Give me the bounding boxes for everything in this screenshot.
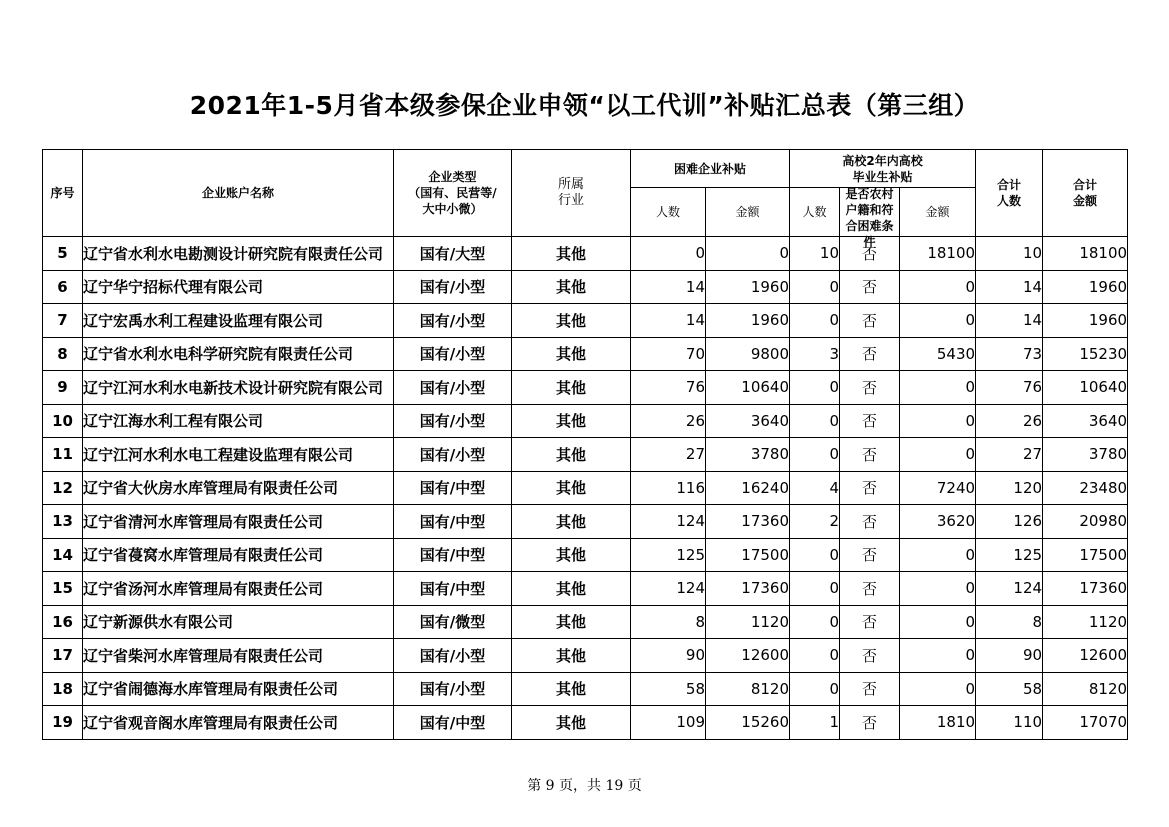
cell-company-type: 国有/小型 (394, 270, 512, 304)
cell-graduate-people: 10 (790, 237, 840, 271)
cell-total-people: 26 (976, 404, 1043, 438)
cell-graduate-people: 3 (790, 337, 840, 371)
cell-total-amount: 1960 (1043, 270, 1128, 304)
cell-industry: 其他 (512, 304, 631, 338)
cell-graduate-amount: 0 (900, 270, 976, 304)
table-row (43, 404, 1128, 438)
cell-company-name: 辽宁省汤河水库管理局有限责任公司 (83, 572, 394, 606)
cell-hardship-people: 14 (631, 304, 706, 338)
cell-index: 19 (43, 706, 83, 740)
col-header-graduate-amount: 金额 (900, 188, 976, 237)
cell-company-name: 辽宁省观音阁水库管理局有限责任公司 (83, 706, 394, 740)
cell-total-people: 125 (976, 538, 1043, 572)
cell-graduate-people: 0 (790, 572, 840, 606)
cell-total-people: 14 (976, 304, 1043, 338)
cell-index: 17 (43, 639, 83, 673)
cell-industry: 其他 (512, 605, 631, 639)
subsidy-summary-table (42, 149, 1128, 740)
cell-industry: 其他 (512, 404, 631, 438)
cell-index: 10 (43, 404, 83, 438)
cell-graduate-eligibility: 否 (840, 639, 900, 673)
cell-index: 14 (43, 538, 83, 572)
cell-company-name: 辽宁省大伙房水库管理局有限责任公司 (83, 471, 394, 505)
cell-index: 9 (43, 371, 83, 405)
cell-hardship-amount: 1960 (706, 270, 790, 304)
cell-total-people: 76 (976, 371, 1043, 405)
cell-company-name: 辽宁宏禹水利工程建设监理有限公司 (83, 304, 394, 338)
cell-index: 16 (43, 605, 83, 639)
col-header-total-amount (1043, 150, 1128, 237)
cell-company-name: 辽宁省清河水库管理局有限责任公司 (83, 505, 394, 539)
cell-hardship-amount: 17500 (706, 538, 790, 572)
cell-graduate-people: 0 (790, 605, 840, 639)
cell-company-type: 国有/中型 (394, 538, 512, 572)
cell-industry: 其他 (512, 438, 631, 472)
cell-total-amount: 17360 (1043, 572, 1128, 606)
cell-hardship-amount: 10640 (706, 371, 790, 405)
cell-hardship-people: 70 (631, 337, 706, 371)
table-row (43, 471, 1128, 505)
graduate-label-line2: 毕业生补贴 (852, 169, 913, 184)
cell-hardship-people: 58 (631, 672, 706, 706)
cell-graduate-eligibility: 否 (840, 404, 900, 438)
cell-hardship-people: 124 (631, 505, 706, 539)
cell-industry: 其他 (512, 538, 631, 572)
cell-graduate-eligibility: 否 (840, 706, 900, 740)
col-header-graduate-eligibility (840, 186, 900, 249)
cell-hardship-people: 26 (631, 404, 706, 438)
cell-graduate-eligibility: 否 (840, 605, 900, 639)
cell-company-name: 辽宁江河水利水电新技术设计研究院有限公司 (83, 371, 394, 405)
table-row (43, 438, 1128, 472)
cell-hardship-people: 124 (631, 572, 706, 606)
cell-hardship-amount: 3640 (706, 404, 790, 438)
cell-hardship-amount: 15260 (706, 706, 790, 740)
cell-company-name: 辽宁省柴河水库管理局有限责任公司 (83, 639, 394, 673)
cell-graduate-people: 0 (790, 304, 840, 338)
cell-company-type: 国有/小型 (394, 304, 512, 338)
cell-industry: 其他 (512, 237, 631, 271)
table-row (43, 572, 1128, 606)
cell-industry: 其他 (512, 270, 631, 304)
col-header-industry (512, 150, 631, 237)
cell-total-amount: 23480 (1043, 471, 1128, 505)
company-type-label-line3: 大中小微） (422, 202, 483, 216)
cell-graduate-people: 1 (790, 706, 840, 740)
cell-industry: 其他 (512, 371, 631, 405)
cell-graduate-people: 0 (790, 438, 840, 472)
company-type-label-line2: （国有、民营等/ (408, 186, 497, 200)
cell-hardship-amount: 0 (706, 237, 790, 271)
col-header-hardship-people: 人数 (631, 188, 706, 237)
cell-industry: 其他 (512, 337, 631, 371)
cell-index: 12 (43, 471, 83, 505)
cell-company-type: 国有/大型 (394, 237, 512, 271)
cell-total-people: 8 (976, 605, 1043, 639)
table-row (43, 505, 1128, 539)
cell-industry: 其他 (512, 572, 631, 606)
cell-company-type: 国有/小型 (394, 404, 512, 438)
table-row (43, 639, 1128, 673)
cell-company-name: 辽宁省闹德海水库管理局有限责任公司 (83, 672, 394, 706)
cell-index: 8 (43, 337, 83, 371)
table-header (43, 150, 1128, 249)
cell-graduate-amount: 3620 (900, 505, 976, 539)
col-header-hardship-subsidy: 困难企业补贴 (631, 150, 790, 188)
document-title: 2021年1-5月省本级参保企业申领“以工代训”补贴汇总表（第三组） (189, 91, 980, 120)
cell-industry: 其他 (512, 672, 631, 706)
cell-graduate-amount: 0 (900, 639, 976, 673)
total-people-line1: 合计 (997, 178, 1022, 192)
cell-total-people: 14 (976, 270, 1043, 304)
cell-graduate-amount: 0 (900, 605, 976, 639)
cell-index: 11 (43, 438, 83, 472)
table-row (43, 337, 1128, 371)
cell-index: 6 (43, 270, 83, 304)
cell-hardship-people: 14 (631, 270, 706, 304)
table-body (43, 237, 1128, 740)
total-amount-line2: 金额 (1073, 194, 1098, 208)
cell-hardship-amount: 16240 (706, 471, 790, 505)
cell-graduate-people: 0 (790, 639, 840, 673)
cell-hardship-people: 0 (631, 237, 706, 271)
cell-hardship-amount: 9800 (706, 337, 790, 371)
cell-total-amount: 12600 (1043, 639, 1128, 673)
col-header-company-name: 企业账户名称 (83, 150, 394, 237)
cell-company-name: 辽宁江海水利工程有限公司 (83, 404, 394, 438)
col-header-company-type (394, 150, 512, 237)
cell-hardship-amount: 17360 (706, 505, 790, 539)
cell-total-amount: 17500 (1043, 538, 1128, 572)
cell-company-name: 辽宁省水利水电科学研究院有限责任公司 (83, 337, 394, 371)
table-row (43, 237, 1128, 271)
cell-hardship-people: 109 (631, 706, 706, 740)
cell-total-people: 110 (976, 706, 1043, 740)
cell-total-amount: 3780 (1043, 438, 1128, 472)
cell-total-amount: 8120 (1043, 672, 1128, 706)
cell-hardship-amount: 8120 (706, 672, 790, 706)
cell-hardship-amount: 3780 (706, 438, 790, 472)
cell-total-amount: 1120 (1043, 605, 1128, 639)
company-type-label-line1: 企业类型 (428, 170, 477, 184)
cell-company-name: 辽宁江河水利水电工程建设监理有限公司 (83, 438, 394, 472)
cell-total-people: 124 (976, 572, 1043, 606)
cell-company-type: 国有/中型 (394, 706, 512, 740)
col-header-graduate-subsidy (790, 150, 976, 188)
cell-graduate-people: 2 (790, 505, 840, 539)
page-footer: 第 9 页，共 19 页 (527, 778, 642, 794)
cell-industry: 其他 (512, 471, 631, 505)
industry-label-line1: 所属 (557, 177, 584, 192)
cell-graduate-eligibility: 否 (840, 538, 900, 572)
cell-graduate-amount: 0 (900, 572, 976, 606)
cell-total-amount: 17070 (1043, 706, 1128, 740)
graduate-label-line1: 高校2年内高校 (842, 153, 923, 168)
cell-company-type: 国有/小型 (394, 337, 512, 371)
cell-hardship-amount: 17360 (706, 572, 790, 606)
cell-company-type: 国有/小型 (394, 438, 512, 472)
cell-total-amount: 10640 (1043, 371, 1128, 405)
cell-graduate-amount: 18100 (900, 237, 976, 271)
cell-graduate-people: 0 (790, 270, 840, 304)
col-header-graduate-people: 人数 (790, 188, 840, 237)
table-row (43, 706, 1128, 740)
cell-total-amount: 18100 (1043, 237, 1128, 271)
cell-industry: 其他 (512, 505, 631, 539)
cell-index: 18 (43, 672, 83, 706)
cell-company-type: 国有/中型 (394, 572, 512, 606)
industry-label-line2: 行业 (557, 193, 584, 208)
cell-total-people: 73 (976, 337, 1043, 371)
cell-hardship-amount: 1120 (706, 605, 790, 639)
cell-graduate-amount: 7240 (900, 471, 976, 505)
cell-total-people: 126 (976, 505, 1043, 539)
cell-total-people: 27 (976, 438, 1043, 472)
cell-company-type: 国有/小型 (394, 371, 512, 405)
cell-hardship-people: 125 (631, 538, 706, 572)
cell-total-people: 120 (976, 471, 1043, 505)
col-header-index: 序号 (43, 150, 83, 237)
eligibility-line4: 件 (863, 234, 876, 249)
cell-company-name: 辽宁省葠窝水库管理局有限责任公司 (83, 538, 394, 572)
cell-graduate-eligibility: 否 (840, 304, 900, 338)
cell-industry: 其他 (512, 706, 631, 740)
cell-graduate-eligibility: 否 (840, 371, 900, 405)
cell-graduate-people: 0 (790, 371, 840, 405)
cell-graduate-people: 0 (790, 538, 840, 572)
cell-graduate-amount: 1810 (900, 706, 976, 740)
cell-company-type: 国有/中型 (394, 471, 512, 505)
cell-company-name: 辽宁省水利水电勘测设计研究院有限责任公司 (83, 237, 394, 271)
table-row (43, 304, 1128, 338)
cell-graduate-eligibility: 否 (840, 672, 900, 706)
cell-graduate-amount: 0 (900, 438, 976, 472)
eligibility-line3: 合困难条 (845, 218, 894, 233)
cell-total-people: 58 (976, 672, 1043, 706)
cell-graduate-eligibility: 否 (840, 471, 900, 505)
cell-industry: 其他 (512, 639, 631, 673)
cell-hardship-people: 76 (631, 371, 706, 405)
cell-graduate-people: 0 (790, 672, 840, 706)
cell-company-type: 国有/小型 (394, 672, 512, 706)
table-row (43, 371, 1128, 405)
cell-graduate-eligibility: 否 (840, 438, 900, 472)
cell-index: 13 (43, 505, 83, 539)
cell-company-name: 辽宁新源供水有限公司 (83, 605, 394, 639)
cell-graduate-eligibility: 否 (840, 270, 900, 304)
cell-company-name: 辽宁华宁招标代理有限公司 (83, 270, 394, 304)
cell-company-type: 国有/中型 (394, 505, 512, 539)
col-header-hardship-amount: 金额 (706, 188, 790, 237)
cell-total-amount: 20980 (1043, 505, 1128, 539)
cell-graduate-amount: 5430 (900, 337, 976, 371)
cell-index: 15 (43, 572, 83, 606)
cell-hardship-people: 27 (631, 438, 706, 472)
total-amount-line1: 合计 (1073, 178, 1098, 192)
cell-total-amount: 1960 (1043, 304, 1128, 338)
cell-total-amount: 3640 (1043, 404, 1128, 438)
cell-graduate-eligibility: 否 (840, 505, 900, 539)
cell-index: 7 (43, 304, 83, 338)
eligibility-line1: 是否农村 (845, 186, 894, 201)
cell-graduate-eligibility: 否 (840, 572, 900, 606)
cell-graduate-amount: 0 (900, 672, 976, 706)
cell-index: 5 (43, 237, 83, 271)
cell-total-people: 10 (976, 237, 1043, 271)
cell-company-type: 国有/微型 (394, 605, 512, 639)
eligibility-line2: 户籍和符 (845, 202, 894, 217)
cell-graduate-eligibility: 否 (840, 337, 900, 371)
cell-graduate-people: 0 (790, 404, 840, 438)
cell-graduate-people: 4 (790, 471, 840, 505)
col-header-total-people (976, 150, 1043, 237)
table-row (43, 672, 1128, 706)
cell-graduate-amount: 0 (900, 538, 976, 572)
cell-graduate-amount: 0 (900, 371, 976, 405)
cell-graduate-amount: 0 (900, 404, 976, 438)
cell-hardship-amount: 1960 (706, 304, 790, 338)
table-row (43, 538, 1128, 572)
cell-company-type: 国有/小型 (394, 639, 512, 673)
cell-hardship-people: 8 (631, 605, 706, 639)
cell-total-amount: 15230 (1043, 337, 1128, 371)
cell-total-people: 90 (976, 639, 1043, 673)
cell-hardship-people: 116 (631, 471, 706, 505)
table-row (43, 605, 1128, 639)
cell-graduate-amount: 0 (900, 304, 976, 338)
table-row (43, 270, 1128, 304)
cell-hardship-amount: 12600 (706, 639, 790, 673)
cell-hardship-people: 90 (631, 639, 706, 673)
total-people-line2: 人数 (997, 194, 1022, 208)
cell-graduate-eligibility: 否 (840, 237, 900, 271)
